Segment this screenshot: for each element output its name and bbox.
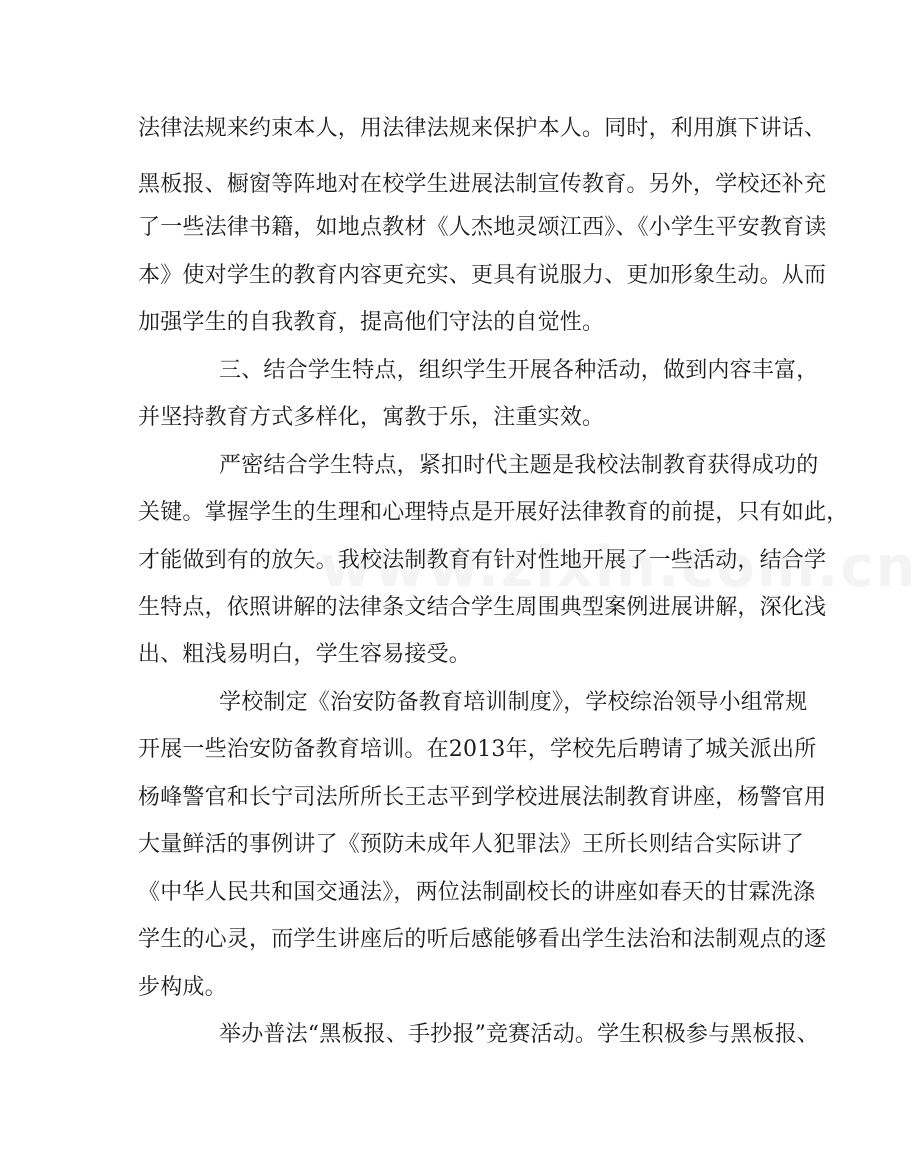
text-line: 严密结合学生特点，紧扣时代主题是我校法制教育获得成功的	[219, 453, 819, 478]
text-line: 本》使对学生的教育内容更充实、更具有说服力、更加形象生动。从而	[138, 263, 827, 288]
text-line: 学校制定《治安防备教育培训制度》，学校综治领导小组常规	[219, 690, 808, 715]
text-line: 学生的心灵，而学生讲座后的听后感能够看出学生法治和法制观点的逐	[138, 927, 827, 952]
text-line: 出、粗浅易明白，学生容易接受。	[138, 642, 472, 667]
text-line: 大量鲜活的事例讲了《预防未成年人犯罪法》王所长则结合实际讲了	[138, 832, 805, 857]
text-line: 关键。掌握学生的生理和心理特点是开展好法律教育的前提，只有如此，	[138, 500, 849, 525]
text-line: 生特点，依照讲解的法律条文结合学生周围典型案例进展讲解，深化浅	[138, 595, 827, 620]
section-heading: 并坚持教育方式多样化，寓教于乐，注重实效。	[138, 405, 605, 430]
text-line: 举办普法“黑板报、手抄报”竞赛活动。学生积极参与黑板报、	[219, 1022, 820, 1047]
section-heading: 三、结合学生特点，组织学生开展各种活动，做到内容丰富，	[219, 358, 819, 383]
text-line: 《中华人民共和国交通法》，两位法制副校长的讲座如春天的甘霖洗涤	[138, 880, 816, 905]
text-line: 才能做到有的放矢。我校法制教育有针对性地开展了一些活动，结合学	[138, 548, 827, 573]
text-line: 法律法规来约束本人，用法律法规来保护本人。同时，利用旗下讲话、	[138, 116, 827, 141]
text-line: 黑板报、橱窗等阵地对在校学生进展法制宣传教育。另外，学校还补充	[138, 172, 827, 197]
text-line: 开展一些治安防备教育培训。在2013年，学校先后聘请了城关派出所	[138, 737, 817, 762]
text-line: 了一些法律书籍，如地点教材《人杰地灵颂江西》、《小学生平安教育读	[138, 215, 827, 240]
text-line: 加强学生的自我教育，提高他们守法的自觉性。	[138, 310, 605, 335]
text-line: 步构成。	[138, 975, 227, 1000]
text-line: 杨峰警官和长宁司法所所长王志平到学校进展法制教育讲座，杨警官用	[138, 785, 827, 810]
